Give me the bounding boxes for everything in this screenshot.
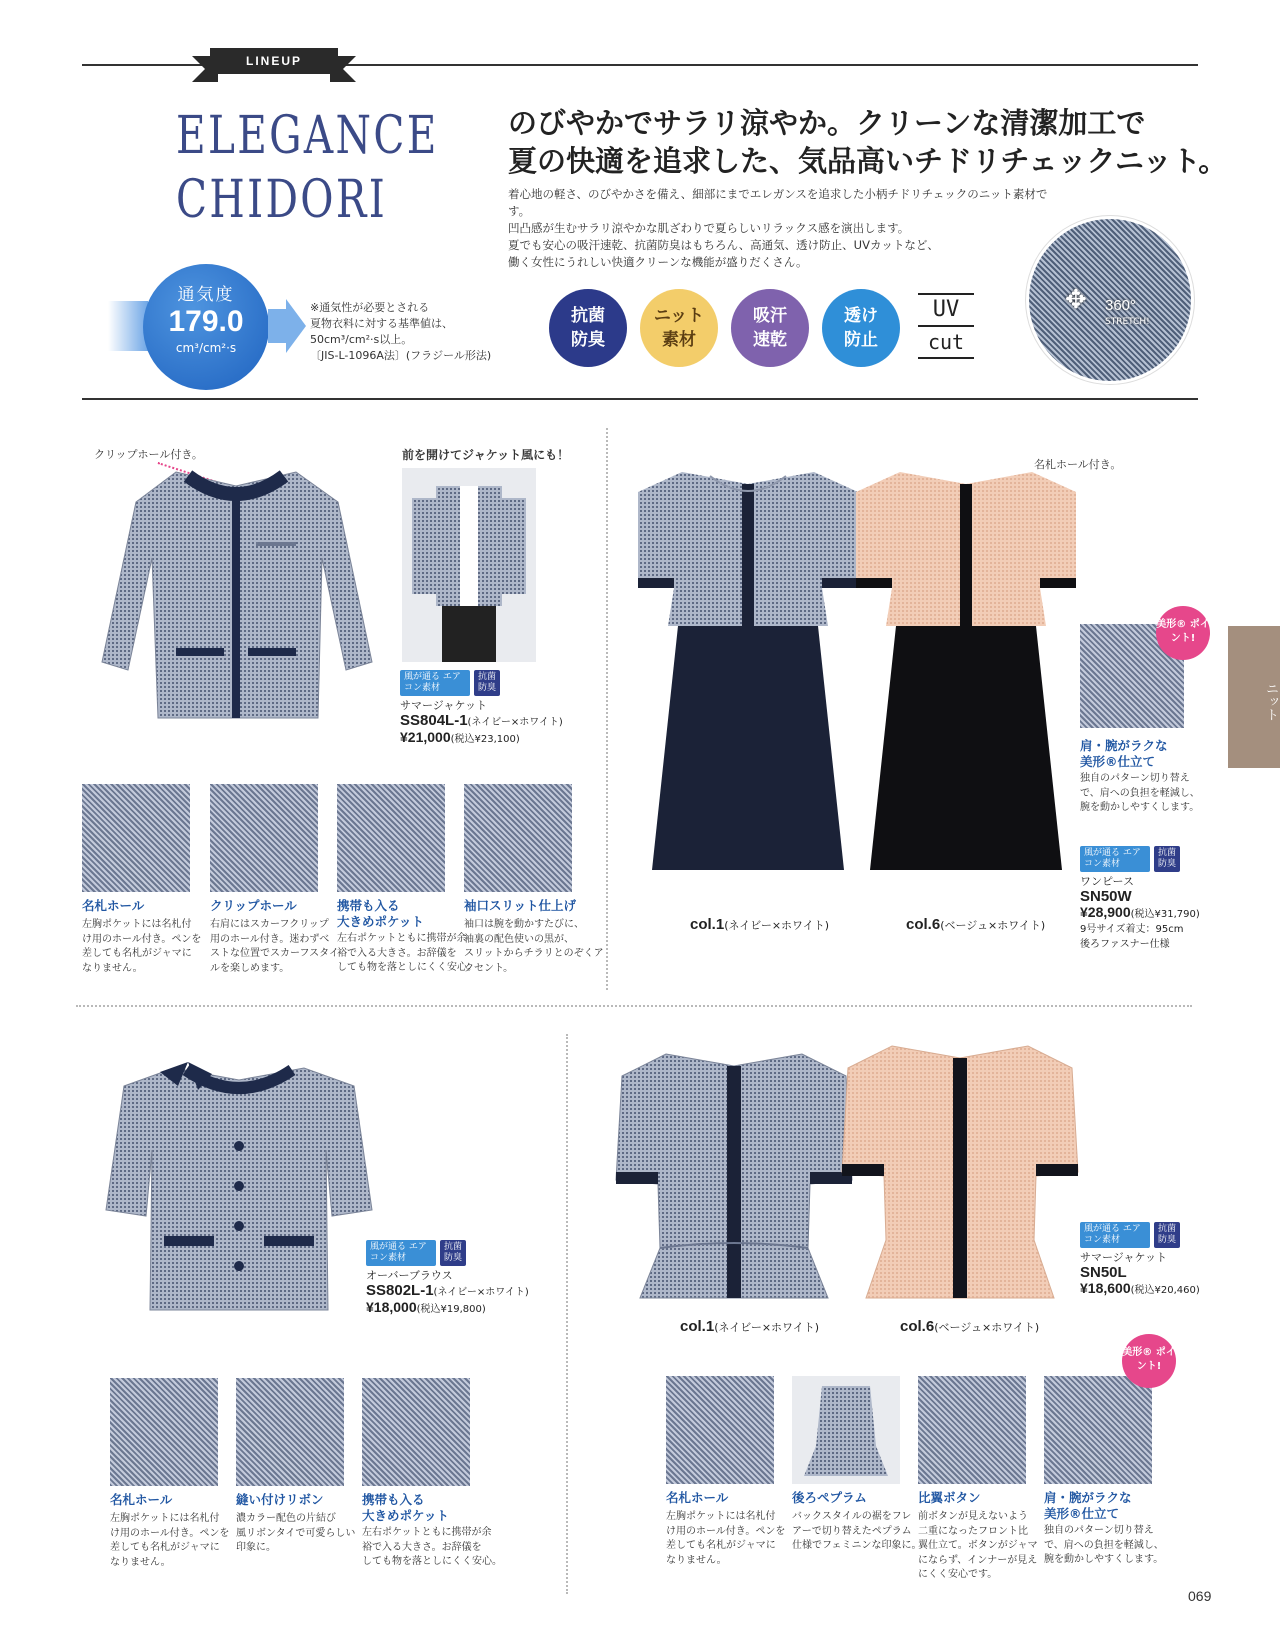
- desc-line: 独自のパターン切り替え: [1080, 773, 1190, 784]
- detail-desc: [1080, 772, 1200, 816]
- feature-label: 速乾: [753, 330, 787, 350]
- product-info-ss802l: [366, 1268, 529, 1317]
- detail-desc: [1044, 1524, 1164, 1568]
- detail-desc: [792, 1510, 922, 1554]
- detail-photo-ribbon: [236, 1378, 344, 1486]
- detail-title: 袖口スリット仕上げ: [464, 898, 577, 913]
- headline: [508, 104, 1227, 180]
- detail-photo-name-hole: [110, 1378, 218, 1486]
- desc-line: 差しても名札がジャマに: [666, 1540, 776, 1551]
- desc-line: なりません。: [110, 1556, 171, 1568]
- antibac-tag: 抗菌 防臭: [440, 1240, 466, 1266]
- blouse-ss802l-image: [104, 1050, 374, 1330]
- detail-title: [337, 898, 424, 930]
- uv-bottom: cut: [918, 325, 974, 359]
- product-info-sn50w: [1080, 874, 1200, 952]
- vent-label: 通気度: [177, 285, 235, 305]
- product-info-sn50l: [1080, 1250, 1200, 1298]
- desc-line: で、肩への負担を軽減し、: [1044, 1539, 1164, 1551]
- desc-line: 袖口は腕を動かすたびに、: [464, 919, 584, 930]
- detail-photo-name-hole: [666, 1376, 774, 1484]
- desc-line: 腕を動かしやすくします。: [1080, 802, 1200, 813]
- intro-text: [508, 186, 1068, 271]
- title-line: 大きめポケット: [337, 914, 424, 929]
- product-info-ss804l: [400, 698, 563, 747]
- title-line: 肩・腕がラクな: [1044, 1490, 1132, 1505]
- desc-line: 袖裏の配色使いの黒が、: [464, 933, 574, 945]
- detail-title: 名札ホール: [82, 898, 145, 913]
- uv-cut-mark: [918, 293, 974, 359]
- desc-line: 左右ポケットともに携帯が余: [362, 1527, 492, 1538]
- col-code: col.6: [906, 916, 941, 933]
- detail-title: 名札ホール: [666, 1490, 729, 1505]
- dress-col6-image: [850, 466, 1082, 880]
- feature-label: ニット: [653, 306, 705, 326]
- brand-line-1: ELEGANCE: [176, 106, 439, 166]
- detail-title: [1044, 1490, 1132, 1522]
- feature-label: 素材: [662, 330, 696, 350]
- headline-line-2: 夏の快適を追求した、気品高いチドリチェックニット。: [508, 144, 1228, 178]
- desc-line: ルを楽しめます。: [210, 962, 290, 974]
- desc-line: 左胸ポケットには名札付: [82, 919, 192, 930]
- spec-zipper: 後ろファスナー仕様: [1080, 939, 1170, 950]
- vent-note-line: 50cm³/cm²·s以上。: [310, 333, 413, 346]
- brand-title: [176, 104, 439, 232]
- spec-length: 9号サイズ着丈：95cm: [1080, 924, 1184, 935]
- product-type: ワンピース: [1080, 875, 1135, 888]
- intro-line: 凹凸感が生むサラリ涼やかな肌ざわりで夏らしいリラックス感を演出します。: [508, 221, 910, 235]
- stretch-degree: 360°: [1105, 297, 1137, 314]
- vent-unit: cm³/cm²·s: [175, 341, 237, 355]
- product-tax: (税込¥20,460): [1130, 1285, 1200, 1296]
- detail-desc: [666, 1510, 785, 1568]
- desc-line: バックスタイルの裾をフレ: [792, 1511, 912, 1522]
- product-tax: (税込¥19,800): [416, 1304, 486, 1315]
- desc-line: で、肩への負担を軽減し、: [1080, 787, 1200, 799]
- feature-badge-antisee: [822, 289, 900, 367]
- title-line: 美形®仕立て: [1080, 754, 1156, 769]
- detail-title: 名札ホール: [110, 1492, 173, 1507]
- aircon-tag: 風が通る エアコン素材: [400, 670, 470, 696]
- desc-line: 仕様でフェミニンな印象に。: [792, 1540, 922, 1551]
- antibac-tag: 抗菌 防臭: [1154, 1222, 1180, 1248]
- desc-line: 左右ポケットともに携帯が余: [337, 933, 467, 944]
- tag-row: [366, 1240, 466, 1266]
- desc-line: なりません。: [82, 962, 143, 974]
- jacket-ss804l-image: [96, 462, 376, 732]
- detail-desc: [918, 1510, 1038, 1583]
- brand-line-2: CHIDORI: [176, 170, 388, 230]
- section-rule: [82, 398, 1198, 400]
- desc-line: 左胸ポケットには名札付: [110, 1513, 220, 1524]
- desc-line: 裕で入る大きさ。お辞儀を: [337, 947, 457, 959]
- detail-photo-fly-front: [918, 1376, 1026, 1484]
- jacket2-col1-label: [680, 1318, 819, 1335]
- product-price: ¥18,000: [366, 1299, 417, 1315]
- detail-photo-pocket: [362, 1378, 470, 1486]
- headline-line-1: のびやかでサラリ涼やか。クリーンな清潔加工で: [508, 106, 1146, 140]
- desc-line: スリットからチラリとのぞくア: [464, 948, 604, 959]
- vent-note: [310, 300, 510, 364]
- desc-line: 前ボタンが見えないよう: [918, 1511, 1028, 1522]
- vent-note-line: 〔JIS-L-1096A法〕(フラジール形法): [310, 349, 492, 362]
- title-line: 美形®仕立て: [1044, 1506, 1120, 1521]
- product-code: SS804L-1: [400, 712, 468, 729]
- bikei-point-badge: 美形® ポイント!: [1122, 1334, 1176, 1388]
- feature-label: 吸汗: [753, 306, 787, 326]
- product-tax: (税込¥23,100): [450, 734, 520, 745]
- antibac-tag: 抗菌 防臭: [1154, 846, 1180, 872]
- detail-title: 比翼ボタン: [918, 1490, 981, 1505]
- dress-col1-label: [690, 916, 829, 933]
- desc-line: なりません。: [666, 1554, 727, 1566]
- open-front-photo: [402, 468, 536, 662]
- stretch-label: STRETCH!: [1105, 317, 1150, 327]
- detail-photo-shoulder: [1044, 1376, 1152, 1484]
- detail-desc: [82, 918, 201, 976]
- vent-note-line: 夏物衣料に対する基準値は、: [310, 317, 453, 330]
- vent-note-line: ※通気性が必要とされる: [310, 301, 430, 314]
- tag-row: [1080, 846, 1180, 872]
- tag-row: [400, 670, 500, 696]
- ventilation-badge: [143, 264, 269, 390]
- desc-line: ストな位置でスカーフスタイ: [210, 948, 339, 959]
- desc-line: 腕を動かしやすくします。: [1044, 1554, 1164, 1565]
- bikei-point-badge: 美形® ポイント!: [1156, 606, 1210, 660]
- desc-line: 右肩にはスカーフクリップ: [210, 919, 329, 930]
- title-line: 肩・腕がラクな: [1080, 738, 1168, 753]
- detail-title: [362, 1492, 449, 1524]
- column-divider-top: [606, 428, 608, 990]
- detail-desc: [337, 932, 477, 976]
- aircon-tag: 風が通る エアコン素材: [366, 1240, 436, 1266]
- detail-photo-name-hole: [82, 784, 190, 892]
- col-desc: (ベージュ×ホワイト): [940, 919, 1046, 932]
- jacket-sn50l-col6-image: [840, 1040, 1080, 1310]
- desc-line: 濃カラー配色の片結び: [236, 1513, 336, 1524]
- detail-desc: [362, 1526, 502, 1570]
- detail-desc: [210, 918, 339, 976]
- col-code: col.6: [900, 1318, 935, 1335]
- column-divider-bottom: [566, 1034, 568, 1594]
- detail-desc: [236, 1512, 355, 1556]
- detail-photo-pocket: [337, 784, 445, 892]
- detail-title: 後ろペプラム: [792, 1490, 867, 1505]
- product-color: (ネイビー×ホワイト): [467, 717, 563, 728]
- detail-desc: [110, 1512, 229, 1570]
- antibac-tag: 抗菌 防臭: [474, 670, 500, 696]
- desc-line: しても物を落としにくく安心。: [337, 962, 477, 973]
- feature-label: 防止: [844, 330, 878, 350]
- desc-line: 左胸ポケットには名札付: [666, 1511, 776, 1522]
- open-front-note: 前を開けてジャケット風にも！: [402, 448, 570, 462]
- stretch-arrows-icon: ✥: [1065, 285, 1087, 315]
- product-type: サマージャケット: [1080, 1251, 1168, 1264]
- product-color: (ネイビー×ホワイト): [433, 1287, 529, 1298]
- vent-arrow-left: [108, 301, 148, 351]
- product-code: SN50W: [1080, 888, 1132, 905]
- product-code: SN50L: [1080, 1264, 1127, 1281]
- detail-title: [1080, 738, 1168, 770]
- desc-line: アーで切り替えたペプラム: [792, 1525, 912, 1537]
- feature-badge-quickdry: [731, 289, 809, 367]
- intro-line: 夏でも安心の吸汗速乾、抗菌防臭はもちろん、高通気、透け防止、UVカットなど、: [508, 238, 939, 252]
- title-line: 大きめポケット: [362, 1508, 449, 1523]
- name-hole-note: 名札ホール付き。: [1034, 458, 1122, 471]
- desc-line: 翼仕立て。ボタンがジャマ: [918, 1540, 1038, 1551]
- title-line: 携帯も入る: [362, 1492, 425, 1507]
- tag-row: [1080, 1222, 1180, 1248]
- desc-line: クセント。: [464, 962, 514, 974]
- detail-desc: [464, 918, 604, 976]
- col-desc: (ネイビー×ホワイト): [724, 919, 829, 932]
- col-desc: (ネイビー×ホワイト): [714, 1321, 819, 1334]
- product-price: ¥21,000: [400, 729, 451, 745]
- feature-label: 透け: [844, 306, 878, 326]
- desc-line: 独自のパターン切り替え: [1044, 1525, 1154, 1536]
- lineup-ribbon: LINEUP: [210, 48, 338, 74]
- category-tab-knit[interactable]: ニット: [1228, 626, 1280, 768]
- detail-photo-peplum: [792, 1376, 900, 1484]
- feature-badge-knit: [640, 289, 718, 367]
- stretch-fabric-image: [1026, 216, 1194, 384]
- desc-line: 裕で入る大きさ。お辞儀を: [362, 1541, 482, 1553]
- col-desc: (ベージュ×ホワイト): [934, 1321, 1040, 1334]
- detail-title: 縫い付けリボン: [236, 1492, 324, 1507]
- aircon-tag: 風が通る エアコン素材: [1080, 846, 1150, 872]
- dress-col1-image: [632, 466, 864, 880]
- feature-label: 抗菌: [571, 306, 605, 326]
- col-code: col.1: [680, 1318, 715, 1335]
- product-price: ¥18,600: [1080, 1280, 1131, 1296]
- desc-line: 印象に。: [236, 1542, 276, 1553]
- desc-line: け用のホール付き。ペンを: [82, 933, 202, 945]
- jacket2-col6-label: [900, 1318, 1039, 1335]
- detail-photo-clip-hole: [210, 784, 318, 892]
- product-code: SS802L-1: [366, 1282, 434, 1299]
- aircon-tag: 風が通る エアコン素材: [1080, 1222, 1150, 1248]
- detail-photo-cuff-slit: [464, 784, 572, 892]
- vent-arrow-right: [268, 309, 286, 343]
- row-divider: [76, 1005, 1192, 1007]
- vent-value: 179.0: [168, 305, 244, 338]
- desc-line: け用のホール付き。ペンを: [666, 1525, 786, 1537]
- product-type: サマージャケット: [400, 699, 488, 712]
- clip-hole-note: クリップホール付き。: [94, 448, 203, 461]
- jacket-sn50l-col1-image: [614, 1048, 854, 1310]
- desc-line: 風リボンタイで可愛らしい: [236, 1527, 356, 1539]
- desc-line: にくく安心です。: [918, 1569, 998, 1580]
- detail-title: クリップホール: [210, 898, 297, 913]
- desc-line: しても物を落としにくく安心。: [362, 1556, 502, 1567]
- desc-line: にならず、インナーが見え: [918, 1554, 1038, 1566]
- title-line: 携帯も入る: [337, 898, 400, 913]
- dress-col6-label: [906, 916, 1045, 933]
- desc-line: け用のホール付き。ペンを: [110, 1527, 230, 1539]
- uv-top: UV: [918, 293, 974, 325]
- desc-line: 差しても名札がジャマに: [82, 948, 192, 959]
- intro-line: 働く女性にうれしい快適クリーンな機能が盛りだくさん。: [508, 255, 808, 269]
- desc-line: 二重になったフロント比: [918, 1525, 1028, 1537]
- product-price: ¥28,900: [1080, 904, 1131, 920]
- intro-line: 着心地の軽さ、のびやかさを備え、細部にまでエレガンスを追求した小柄チドリチェックのニット素材です。: [508, 187, 1048, 218]
- desc-line: 差しても名札がジャマに: [110, 1542, 220, 1553]
- feature-label: 防臭: [571, 330, 605, 350]
- col-code: col.1: [690, 916, 725, 933]
- product-tax: (税込¥31,790): [1130, 909, 1200, 920]
- product-type: オーバーブラウス: [366, 1269, 453, 1282]
- page-number: 069: [1188, 1588, 1212, 1604]
- desc-line: 用のホール付き。迷わずべ: [210, 933, 330, 945]
- feature-badge-antibac: [549, 289, 627, 367]
